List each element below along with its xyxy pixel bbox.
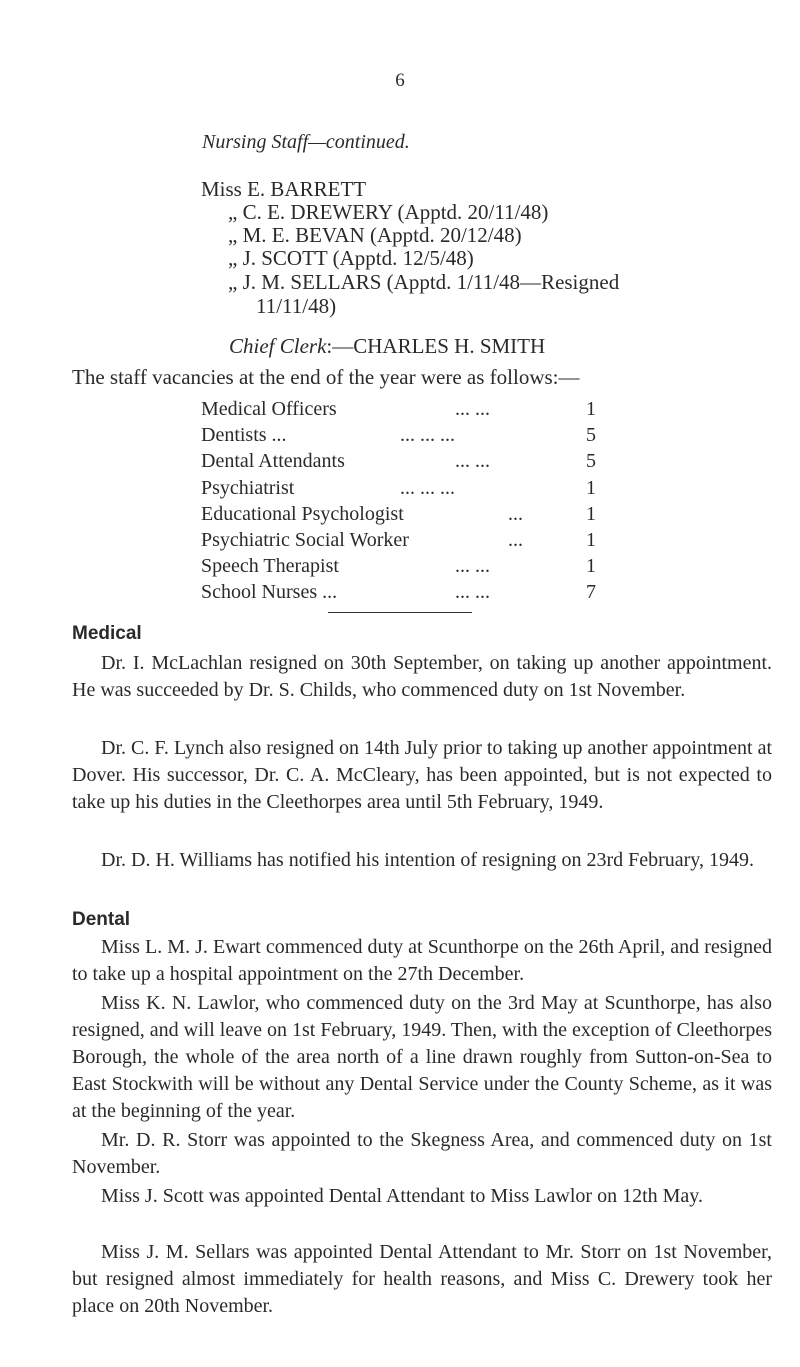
vacancy-count: 5 xyxy=(586,424,596,446)
vacancy-count: 1 xyxy=(586,398,596,420)
chief-clerk-label: Chief Clerk xyxy=(229,334,327,358)
staff-line: „ M. E. BEVAN (Apptd. 20/12/48) xyxy=(228,223,522,247)
vacancy-leader: ... xyxy=(508,503,523,525)
vacancy-count: 7 xyxy=(586,581,596,603)
chief-clerk-line xyxy=(229,334,545,359)
vacancy-count: 1 xyxy=(586,503,596,525)
vacancy-count: 1 xyxy=(586,529,596,551)
medical-paragraph: Dr. D. H. Williams has notified his intention of resigning on 23rd February, 1949. xyxy=(101,849,755,871)
medical-paragraph: Dr. C. F. Lynch also resigned on 14th July prior to taking up another appointment at Dover. His successor, Dr. C. A. McCleary, has been appointed, but is not expected to take up his duties in the Cleethorpes area until 5th February, 1949. xyxy=(72,737,772,813)
dental-paragraph: Mr. D. R. Storr was appointed to the Skegness Area, and commenced duty on 1st November. xyxy=(72,1129,772,1178)
vacancy-label: School Nurses ... xyxy=(201,581,338,603)
vacancy-leader: ... ... xyxy=(455,450,490,472)
vacancy-leader: ... ... xyxy=(455,581,490,603)
nursing-staff-heading: Nursing Staff—continued. xyxy=(202,131,410,153)
dental-heading: Dental xyxy=(72,909,131,930)
vacancy-label: Speech Therapist xyxy=(201,555,339,577)
vacancy-leader: ... ... xyxy=(455,398,490,420)
vacancy-count: 1 xyxy=(586,477,596,499)
vacancy-leader: ... ... ... xyxy=(400,424,455,446)
medical-paragraph: Dr. I. McLachlan resigned on 30th September, on taking up another appointment. He was succeeded by Dr. S. Childs, who commenced duty on 1st November. xyxy=(72,652,772,701)
vacancy-leader: ... ... ... xyxy=(400,477,455,499)
vacancy-label: Dental Attendants xyxy=(201,450,345,472)
vacancies-intro: The staff vacancies at the end of the year were as follows:— xyxy=(72,365,580,389)
dental-paragraph: Miss J. Scott was appointed Dental Attendant to Miss Lawlor on 12th May. xyxy=(101,1185,703,1207)
page-number: 6 xyxy=(395,70,405,91)
vacancy-label: Psychiatric Social Worker xyxy=(201,529,409,551)
dental-paragraph: Miss J. M. Sellars was appointed Dental Attendant to Mr. Storr on 1st November, but resigned almost immediately for health reasons, and Miss C. Drewery took her place on 20th November. xyxy=(72,1241,772,1317)
vacancy-label: Dentists ... xyxy=(201,424,287,446)
chief-clerk-name: :—CHARLES H. SMITH xyxy=(326,334,546,358)
dental-paragraph: Miss K. N. Lawlor, who commenced duty on the 3rd May at Scunthorpe, has also resigned, and will leave on 1st February, 1949. Then, with the exception of Cleethorpes Borough, the whole of the area north of a line drawn roughly from Sutton-on-Sea to East Stockwith will be without any Dental Service under the County Scheme, as it was at the beginning of the year. xyxy=(72,992,772,1122)
vacancy-leader: ... xyxy=(508,529,523,551)
vacancy-count: 1 xyxy=(586,555,596,577)
staff-line: „ J. M. SELLARS (Apptd. 1/11/48—Resigned xyxy=(228,270,620,294)
vacancy-label: Medical Officers xyxy=(201,398,337,420)
vacancy-label: Psychiatrist xyxy=(201,477,295,499)
staff-line: „ C. E. DREWERY (Apptd. 20/11/48) xyxy=(228,200,549,224)
staff-line: 11/11/48) xyxy=(256,294,337,318)
vacancy-leader: ... ... xyxy=(455,555,490,577)
vacancy-count: 5 xyxy=(586,450,596,472)
dental-paragraph: Miss L. M. J. Ewart commenced duty at Scunthorpe on the 26th April, and resigned to take up a hospital appointment on the 27th December. xyxy=(72,936,772,985)
staff-line: Miss E. BARRETT xyxy=(201,177,367,201)
medical-heading: Medical xyxy=(72,623,142,644)
staff-line: „ J. SCOTT (Apptd. 12/5/48) xyxy=(228,246,474,270)
section-divider xyxy=(328,612,472,613)
vacancy-label: Educational Psychologist xyxy=(201,503,404,525)
